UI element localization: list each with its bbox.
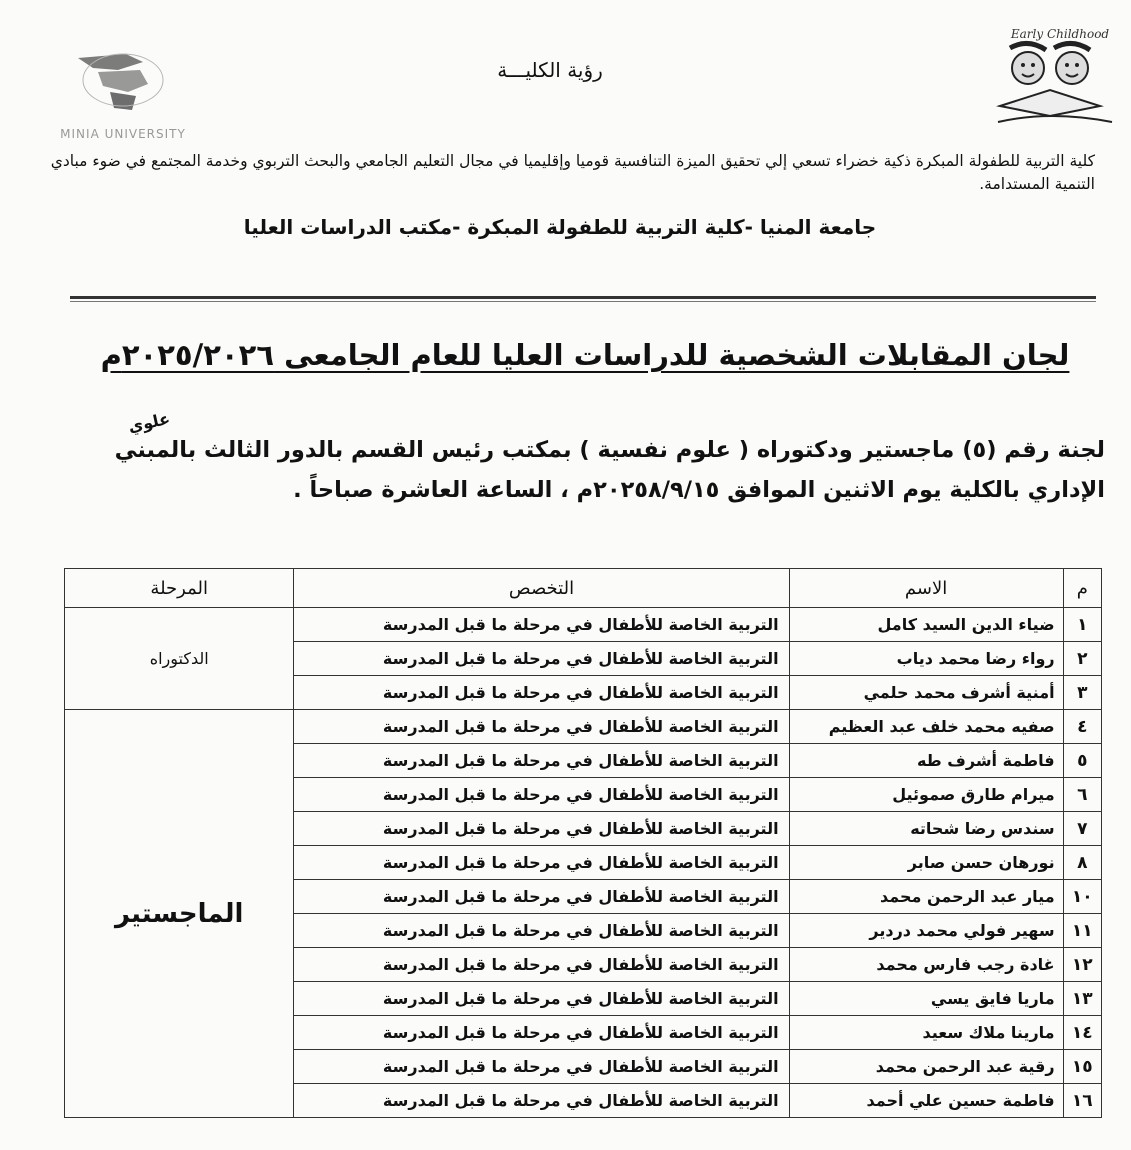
specialization: التربية الخاصة للأطفال في مرحلة ما قبل المدرسة xyxy=(294,1050,789,1084)
student-name: فاطمة حسين علي أحمد xyxy=(789,1084,1063,1118)
student-name: رقية عبد الرحمن محمد xyxy=(789,1050,1063,1084)
specialization: التربية الخاصة للأطفال في مرحلة ما قبل المدرسة xyxy=(294,608,789,642)
stage-cell-masters: الماجستير xyxy=(65,710,294,1118)
specialization: التربية الخاصة للأطفال في مرحلة ما قبل المدرسة xyxy=(294,710,789,744)
row-number: ١٣ xyxy=(1063,982,1101,1016)
vision-heading: رؤية الكليـــة xyxy=(497,58,603,82)
row-number: ٧ xyxy=(1063,812,1101,846)
column-header-specialization: التخصص xyxy=(294,569,789,608)
university-header-line: جامعة المنيا -كلية التربية للطفولة المبكرة -مكتب الدراسات العليا xyxy=(243,215,877,239)
student-name: ضياء الدين السيد كامل xyxy=(789,608,1063,642)
row-number: ٣ xyxy=(1063,676,1101,710)
specialization: التربية الخاصة للأطفال في مرحلة ما قبل المدرسة xyxy=(294,1084,789,1118)
row-number: ٦ xyxy=(1063,778,1101,812)
row-number: ١٢ xyxy=(1063,948,1101,982)
handwritten-insert: علوي xyxy=(126,408,172,437)
committee-details: لجنة رقم (٥) ماجستير ودكتوراه ( علوم نفسية ) بمكتب رئيس القسم بالدور الثالث بالمبني الإداري بالكلية يوم الاثنين الموافق ٢٠٢٥٨/٩/١٥م ، الساعة العاشرة صباحاً . xyxy=(114,437,1105,503)
student-name: غادة رجب فارس محمد xyxy=(789,948,1063,982)
specialization: التربية الخاصة للأطفال في مرحلة ما قبل المدرسة xyxy=(294,846,789,880)
specialization: التربية الخاصة للأطفال في مرحلة ما قبل المدرسة xyxy=(294,642,789,676)
table-header-row xyxy=(65,569,1102,608)
student-name: ميرام طارق صموئيل xyxy=(789,778,1063,812)
minia-university-logo-icon xyxy=(48,40,198,150)
row-number: ٢ xyxy=(1063,642,1101,676)
student-name: فاطمة أشرف طه xyxy=(789,744,1063,778)
column-header-stage: المرحلة xyxy=(65,569,294,608)
page-title: لجان المقابلات الشخصية للدراسات العليا للعام الجامعى ٢٠٢٥/٢٠٢٦م xyxy=(100,338,1070,372)
student-name: سندس رضا شحاته xyxy=(789,812,1063,846)
student-name: ميار عبد الرحمن محمد xyxy=(789,880,1063,914)
minia-university-logo-text: MINIA UNIVERSITY xyxy=(60,127,186,141)
table-row xyxy=(65,608,1102,642)
table-row xyxy=(65,710,1102,744)
specialization: التربية الخاصة للأطفال في مرحلة ما قبل المدرسة xyxy=(294,982,789,1016)
early-childhood-children-logo-icon xyxy=(990,18,1120,138)
row-number: ١٠ xyxy=(1063,880,1101,914)
row-number: ١ xyxy=(1063,608,1101,642)
specialization: التربية الخاصة للأطفال في مرحلة ما قبل المدرسة xyxy=(294,880,789,914)
interview-roster-table xyxy=(64,568,1102,1118)
specialization: التربية الخاصة للأطفال في مرحلة ما قبل المدرسة xyxy=(294,676,789,710)
column-header-number: م xyxy=(1063,569,1101,608)
specialization: التربية الخاصة للأطفال في مرحلة ما قبل المدرسة xyxy=(294,948,789,982)
header-divider xyxy=(70,296,1096,299)
row-number: ٨ xyxy=(1063,846,1101,880)
specialization: التربية الخاصة للأطفال في مرحلة ما قبل المدرسة xyxy=(294,914,789,948)
header-divider-thin xyxy=(70,301,1096,302)
stage-cell-phd: الدكتوراه xyxy=(65,608,294,710)
specialization: التربية الخاصة للأطفال في مرحلة ما قبل المدرسة xyxy=(294,812,789,846)
student-name: سهير فولي محمد دردير xyxy=(789,914,1063,948)
row-number: ١٥ xyxy=(1063,1050,1101,1084)
row-number: ٥ xyxy=(1063,744,1101,778)
vision-statement: كلية التربية للطفولة المبكرة ذكية خضراء تسعي إلي تحقيق الميزة التنافسية قوميا وإقليميا في مجال التعليم الجامعي والبحث التربوي وخدمة المجتمع في ضوء مبادي التنمية المستدامة. xyxy=(50,152,1095,193)
column-header-name: الاسم xyxy=(789,569,1063,608)
row-number: ٤ xyxy=(1063,710,1101,744)
early-childhood-logo-text: Early Childhood xyxy=(1010,27,1110,41)
student-name: ماريا فايق يسي xyxy=(789,982,1063,1016)
student-name: نورهان حسن صابر xyxy=(789,846,1063,880)
specialization: التربية الخاصة للأطفال في مرحلة ما قبل المدرسة xyxy=(294,778,789,812)
specialization: التربية الخاصة للأطفال في مرحلة ما قبل المدرسة xyxy=(294,744,789,778)
row-number: ١٦ xyxy=(1063,1084,1101,1118)
student-name: أمنية أشرف محمد حلمي xyxy=(789,676,1063,710)
table-body xyxy=(65,608,1102,1118)
student-name: رواء رضا محمد دياب xyxy=(789,642,1063,676)
student-name: مارينا ملاك سعيد xyxy=(789,1016,1063,1050)
specialization: التربية الخاصة للأطفال في مرحلة ما قبل المدرسة xyxy=(294,1016,789,1050)
row-number: ١١ xyxy=(1063,914,1101,948)
student-name: صفيه محمد خلف عبد العظيم xyxy=(789,710,1063,744)
row-number: ١٤ xyxy=(1063,1016,1101,1050)
